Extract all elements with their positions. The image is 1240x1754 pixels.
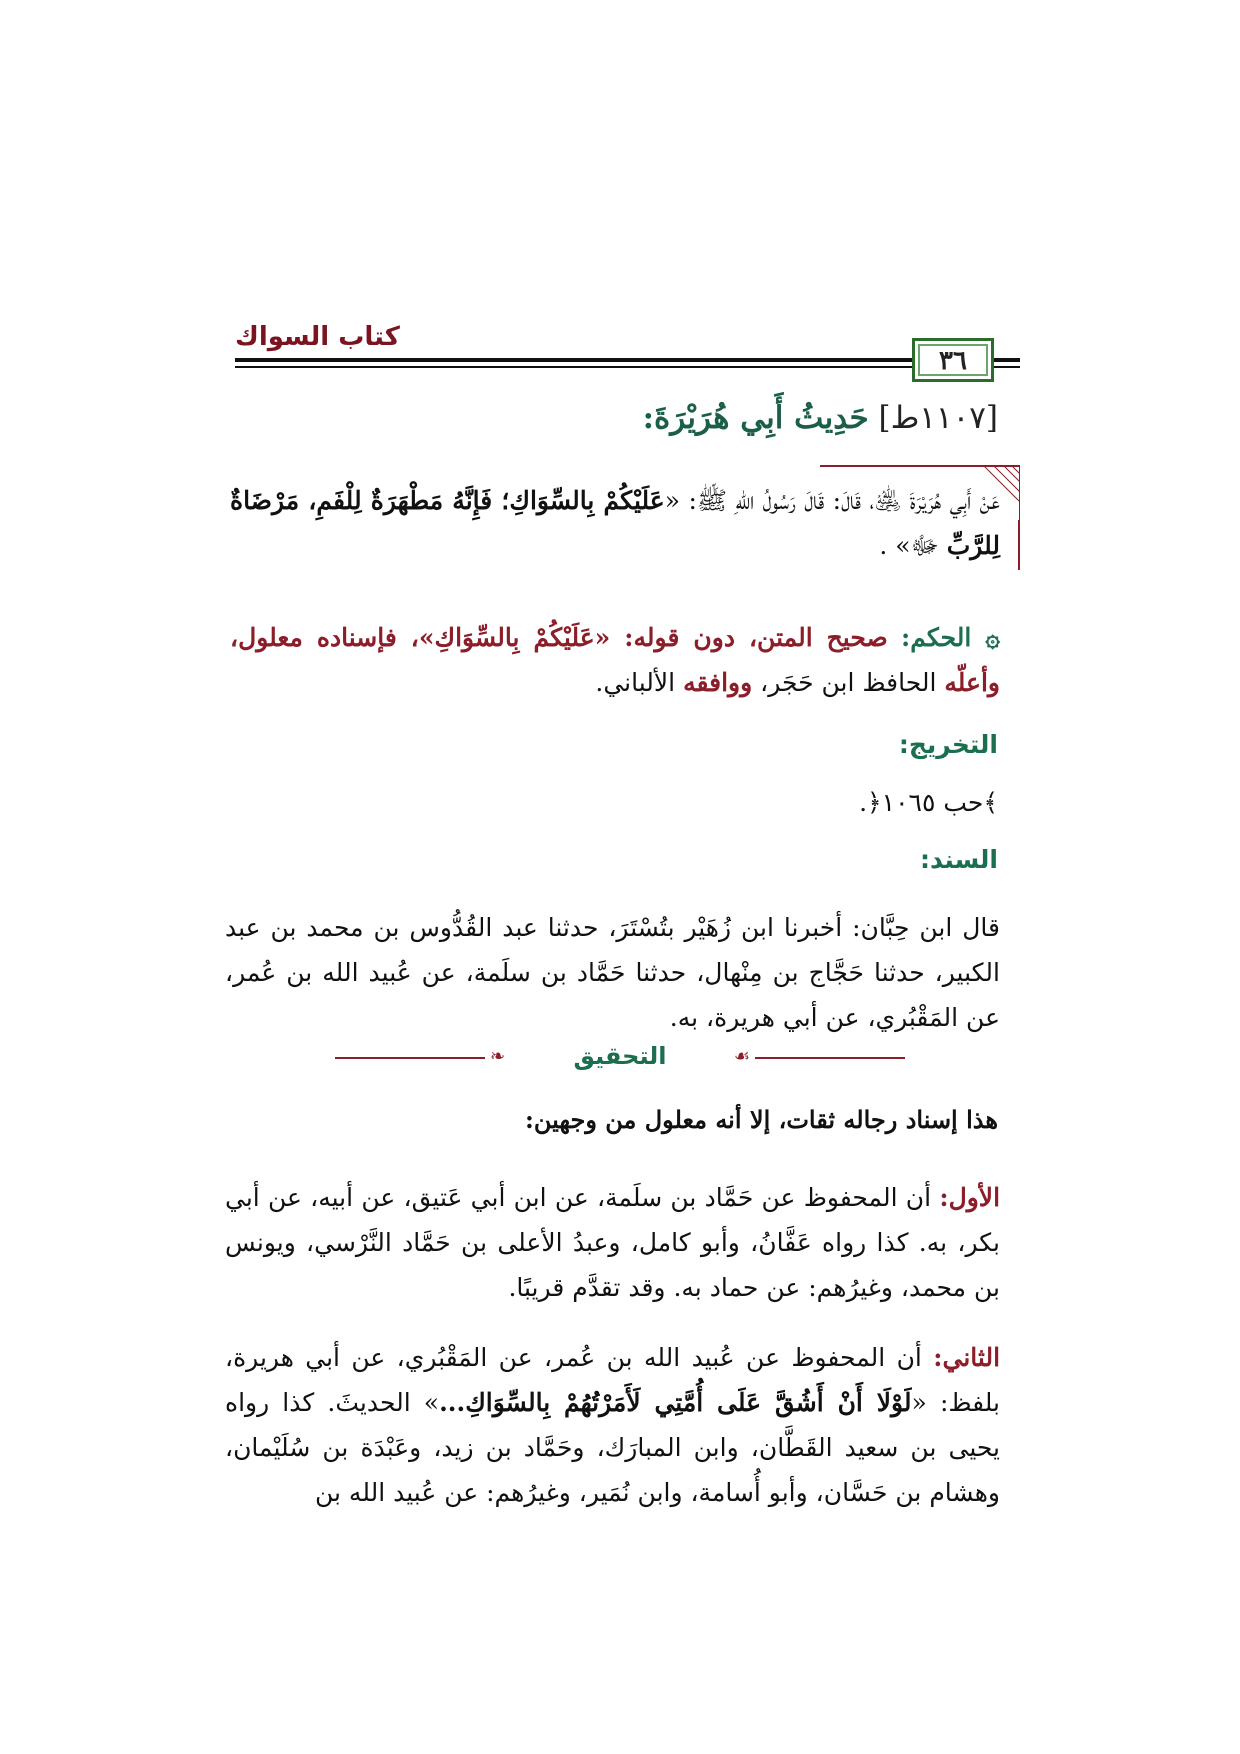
page-number-frame (912, 338, 994, 382)
tahqiq-intro: هذا إسناد رجاله ثقات، إلا أنه معلول من وجهين: (525, 1105, 998, 1134)
hadith-matn: عَلَيْكُمْ بِالسِّوَاكِ؛ فَإِنَّهُ مَطْهَرَةٌ لِلْفَمِ، مَرْضَاةٌ لِلرَّبِّ (230, 486, 1000, 560)
page-number: ٣٦ (939, 346, 967, 376)
first-reason-text: أن المحفوظ عن حَمَّاد بن سلَمة، عن ابن أبي عَتيق، عن أبيه، عن أبي بكر، به. كذا رواه عَفَّانُ، وأبو كامل، وعبدُ الأعلى بن حَمَّاد النَّرْسي، ويونس بن محمد، وغيرُهم: عن حماد به. وقد تقدَّم قريبًا. (225, 1183, 1000, 1302)
first-reason (225, 1175, 1000, 1310)
hadith-number: [١١٠٧ط] (878, 400, 998, 436)
second-reason (225, 1335, 1000, 1515)
divider-ornament-left: ❧ (490, 1046, 506, 1067)
sanad-label: السند: (919, 845, 998, 874)
sanad-text: قال ابن حِبَّان: أخبرنا ابن زُهَيْر بتُسْتَرَ، حدثنا عبد القُدُّوس بن محمد بن عبد الكبير، حدثنا حَجَّاج بن مِنْهال، حدثنا حَمَّاد بن سلَمة، عن عُبيد الله بن عُمر، عن المَقْبُري، عن أبي هريرة، به. (225, 913, 1000, 1032)
hadith-intro: عَنْ أَبِي هُرَيْرَةَ ﵁، قَالَ: قَالَ رَسُولُ اللهِ ﷺ: « (664, 486, 1000, 515)
book-title: كتاب السواك (235, 322, 400, 352)
hadith-heading (643, 400, 998, 436)
header-rule-thick (235, 358, 1020, 362)
hukm-agree: ووافقه (683, 668, 753, 697)
tahqiq-divider (335, 1042, 905, 1072)
takhrij-label: التخريج: (898, 730, 998, 759)
second-reason-quote: لَوْلَا أَنْ أَشُقَّ عَلَى أُمَّتِي لَأَمَرْتُهُمْ بِالسِّوَاكِ... (439, 1388, 912, 1417)
divider-ornament-right: ☙ (733, 1046, 750, 1067)
tahqiq-heading: التحقيق (573, 1042, 667, 1070)
header-rule-thin (235, 366, 1020, 368)
hukm-verdict: صحيح المتن، دون قوله: «عَلَيْكُمْ بِالسِّوَاكِ»، فإسناده معلول، وأعلّه (230, 623, 1000, 697)
hukm-label: ۞ الحكم: (900, 623, 1000, 652)
divider-line-right (755, 1057, 905, 1059)
second-reason-label: الثاني: (933, 1343, 1001, 1372)
second-reason-text-end: » الحديثَ. كذا رواه يحيى بن سعيد القَطَّان، وابن المبارَك، وحَمَّاد بن زيد، وعَبْدَة بن سُلَيْمان، وهشام بن حَسَّان، وأبو أُسامة، وابن نُمَير، وغيرُهم: عن عُبيد الله بن (225, 1388, 1000, 1507)
hukm-text: الحافظ ابن حَجَر، (760, 668, 937, 697)
takhrij-value: ﴾حب ١٠٦٥﴿. (859, 788, 998, 817)
first-reason-label: الأول: (939, 1183, 1001, 1212)
hukm-text-end: الألباني. (595, 668, 676, 697)
hadith-title: حَدِيثُ أَبِي هُرَيْرَةَ: (642, 400, 869, 436)
second-reason-text: أن المحفوظ عن عُبيد الله بن عُمر، عن المَقْبُري، عن أبي هريرة، بلفظ: « (225, 1343, 1000, 1417)
hadith-outro: ﷻ» . (879, 531, 947, 560)
hadith-text (230, 478, 1000, 568)
quote-frame-side (1018, 520, 1020, 570)
hukm-paragraph (230, 615, 1000, 705)
